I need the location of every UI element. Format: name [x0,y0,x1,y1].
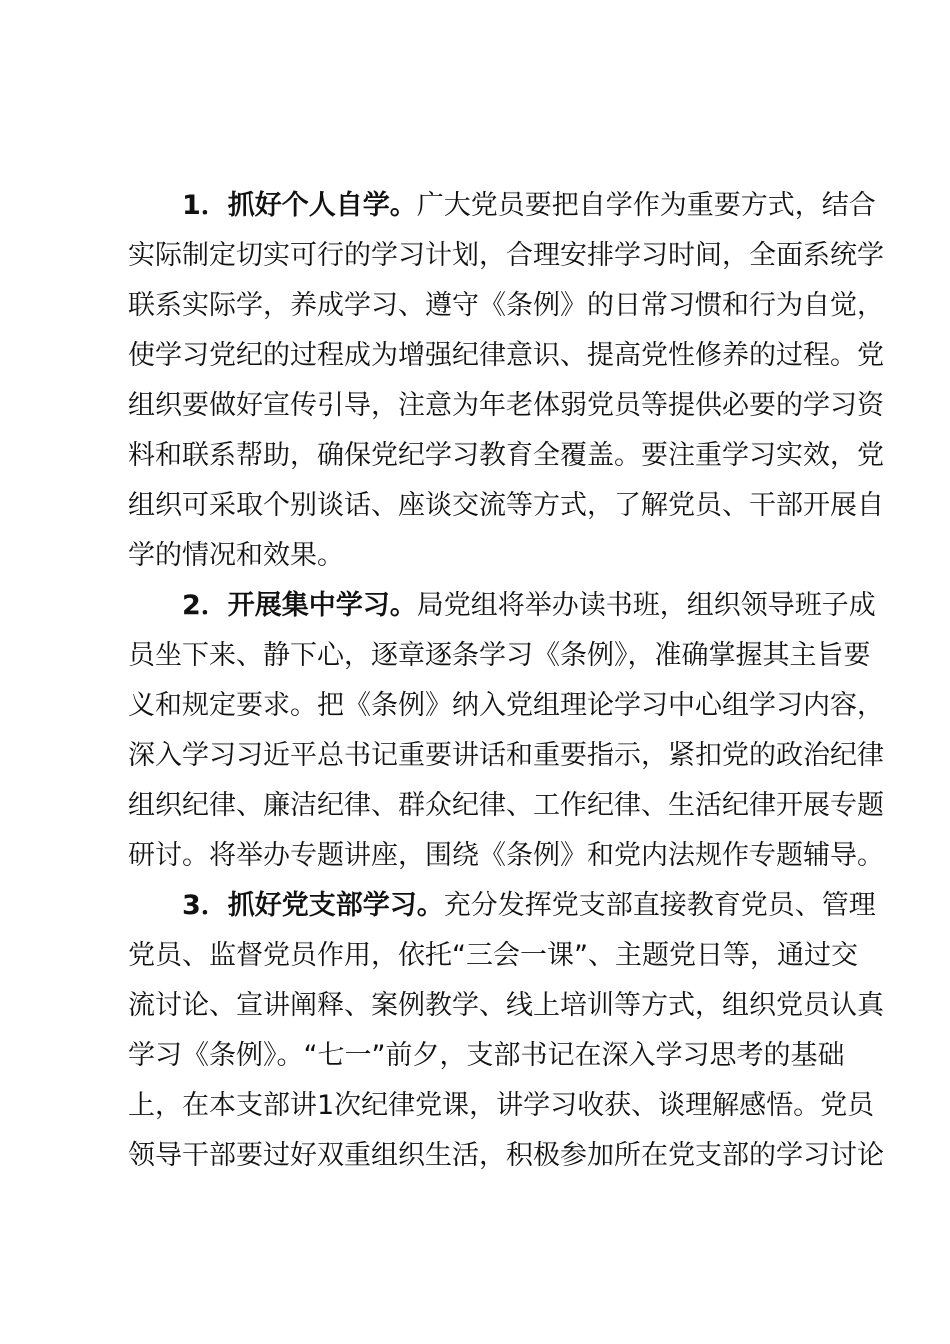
paragraph-3 [128,881,884,1181]
paragraph-line: 领导干部要过好双重组织生活，积极参加所在党支部的学习讨论 [128,1140,884,1171]
paragraph-line [128,581,876,631]
paragraph-text: 局党组将举办读书班，组织领导班子成 [416,590,876,621]
paragraph-line: 研讨。将举办专题讲座，围绕《条例》和党内法规作专题辅导。 [128,840,884,871]
paragraph-line: 上，在本支部讲1次纪律党课，讲学习收获、谈理解感悟。党员 [128,1090,875,1121]
paragraph-line: 义和规定要求。把《条例》纳入党组理论学习中心组学习内容， [128,690,884,721]
paragraph-text: 充分发挥党支部直接教育党员、管理 [443,890,876,921]
paragraph-2 [128,581,884,881]
paragraph-line: 实际制定切实可行的学习计划，合理安排学习时间，全面系统学 [128,240,884,271]
paragraph-line: 学习《条例》。“七一”前夕，支部书记在深入学习思考的基础 [128,1040,845,1071]
paragraph-heading: 2．开展集中学习。 [182,590,417,621]
paragraph-line: 员坐下来、静下心，逐章逐条学习《条例》，准确掌握其主旨要 [128,640,871,671]
paragraph-line: 学的情况和效果。 [128,540,344,571]
paragraph-line: 深入学习习近平总书记重要讲话和重要指示，紧扣党的政治纪律 [128,740,884,771]
paragraph-line [128,181,876,231]
paragraph-line: 使学习党纪的过程成为增强纪律意识、提高党性修养的过程。党 [128,340,884,371]
paragraph-heading: 3．抓好党支部学习。 [182,890,444,921]
paragraph-line [128,881,876,931]
paragraph-line: 组织要做好宣传引导，注意为年老体弱党员等提供必要的学习资 [128,390,884,421]
paragraph-line: 流讨论、宣讲阐释、案例教学、线上培训等方式，组织党员认真 [128,990,884,1021]
paragraph-1 [128,181,884,581]
paragraph-line: 联系实际学，养成学习、遵守《条例》的日常习惯和行为自觉， [128,290,884,321]
paragraph-line: 组织可采取个别谈话、座谈交流等方式，了解党员、干部开展自 [128,490,884,521]
paragraph-heading: 1．抓好个人自学。 [182,190,417,221]
paragraph-text: 广大党员要把自学作为重要方式，结合 [416,190,876,221]
paragraph-line: 组织纪律、廉洁纪律、群众纪律、工作纪律、生活纪律开展专题 [128,790,884,821]
paragraph-line: 料和联系帮助，确保党纪学习教育全覆盖。要注重学习实效，党 [128,440,884,471]
document-body [128,181,884,1181]
paragraph-line: 党员、监督党员作用，依托“三会一课”、主题党日等，通过交 [128,940,858,971]
